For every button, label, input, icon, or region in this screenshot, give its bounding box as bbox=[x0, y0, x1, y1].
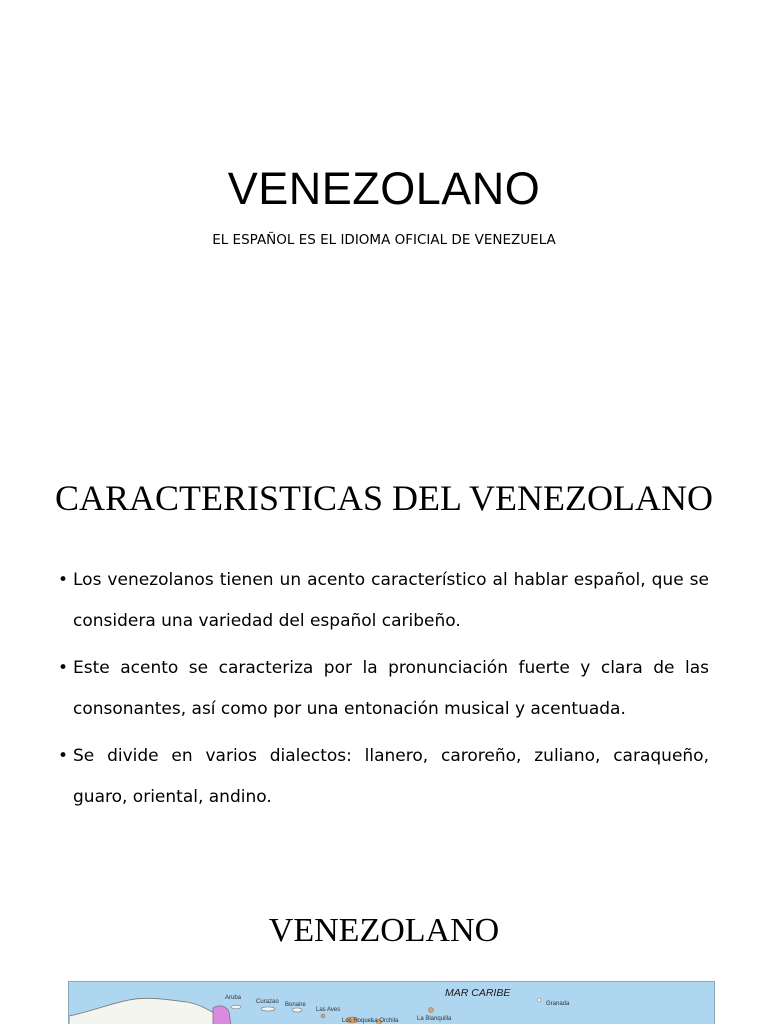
bullet-text: Este acento se caracteriza por la pronunciación fuerte y clara de las consonantes, así como por una entonación musical y acentuada. bbox=[73, 658, 709, 719]
las-aves-shape bbox=[321, 1014, 325, 1018]
bullet-list bbox=[58, 560, 709, 824]
bullet-text: Los venezolanos tienen un acento característico al hablar español, que se considera una variedad del español caribeño. bbox=[73, 570, 709, 631]
place-label: Granada bbox=[546, 1001, 570, 1007]
bullet-item bbox=[58, 648, 709, 730]
place-label: Los Roques bbox=[342, 1018, 375, 1024]
bullet-icon: • bbox=[58, 570, 69, 590]
slide-title-2: VENEZOLANO bbox=[268, 912, 500, 949]
section-title: CARACTERISTICAS DEL VENEZOLANO bbox=[55, 478, 713, 518]
place-label: Aruba bbox=[225, 995, 242, 1001]
place-label: La Blanquilla bbox=[417, 1016, 452, 1022]
bullet-text: Se divide en varios dialectos: llanero, caroreño, zuliano, caraqueño, guaro, oriental, andino. bbox=[73, 746, 709, 807]
slide-title: VENEZOLANO bbox=[227, 163, 541, 214]
sea-label: MAR CARIBE bbox=[445, 987, 511, 999]
bonaire-shape bbox=[292, 1008, 302, 1012]
la-blanquilla-shape bbox=[429, 1008, 434, 1013]
highlight-region-shape bbox=[213, 1006, 231, 1024]
slide-subtitle: EL ESPAÑOL ES EL IDIOMA OFICIAL DE VENEZUELA bbox=[212, 232, 556, 248]
aruba-shape bbox=[231, 1005, 241, 1009]
bullet-item bbox=[58, 560, 709, 642]
bullet-icon: • bbox=[58, 658, 69, 678]
bullet-item bbox=[58, 736, 709, 818]
granada-shape bbox=[537, 998, 541, 1002]
place-label: Bonaire bbox=[285, 1002, 306, 1008]
place-label: Curazao bbox=[256, 999, 279, 1005]
place-label: La Orchila bbox=[371, 1018, 399, 1024]
mainland-shape bbox=[69, 998, 219, 1024]
bullet-icon: • bbox=[58, 746, 69, 766]
venezuela-map bbox=[68, 981, 715, 1024]
place-label: Las Aves bbox=[316, 1007, 341, 1013]
curazao-shape bbox=[261, 1007, 275, 1011]
